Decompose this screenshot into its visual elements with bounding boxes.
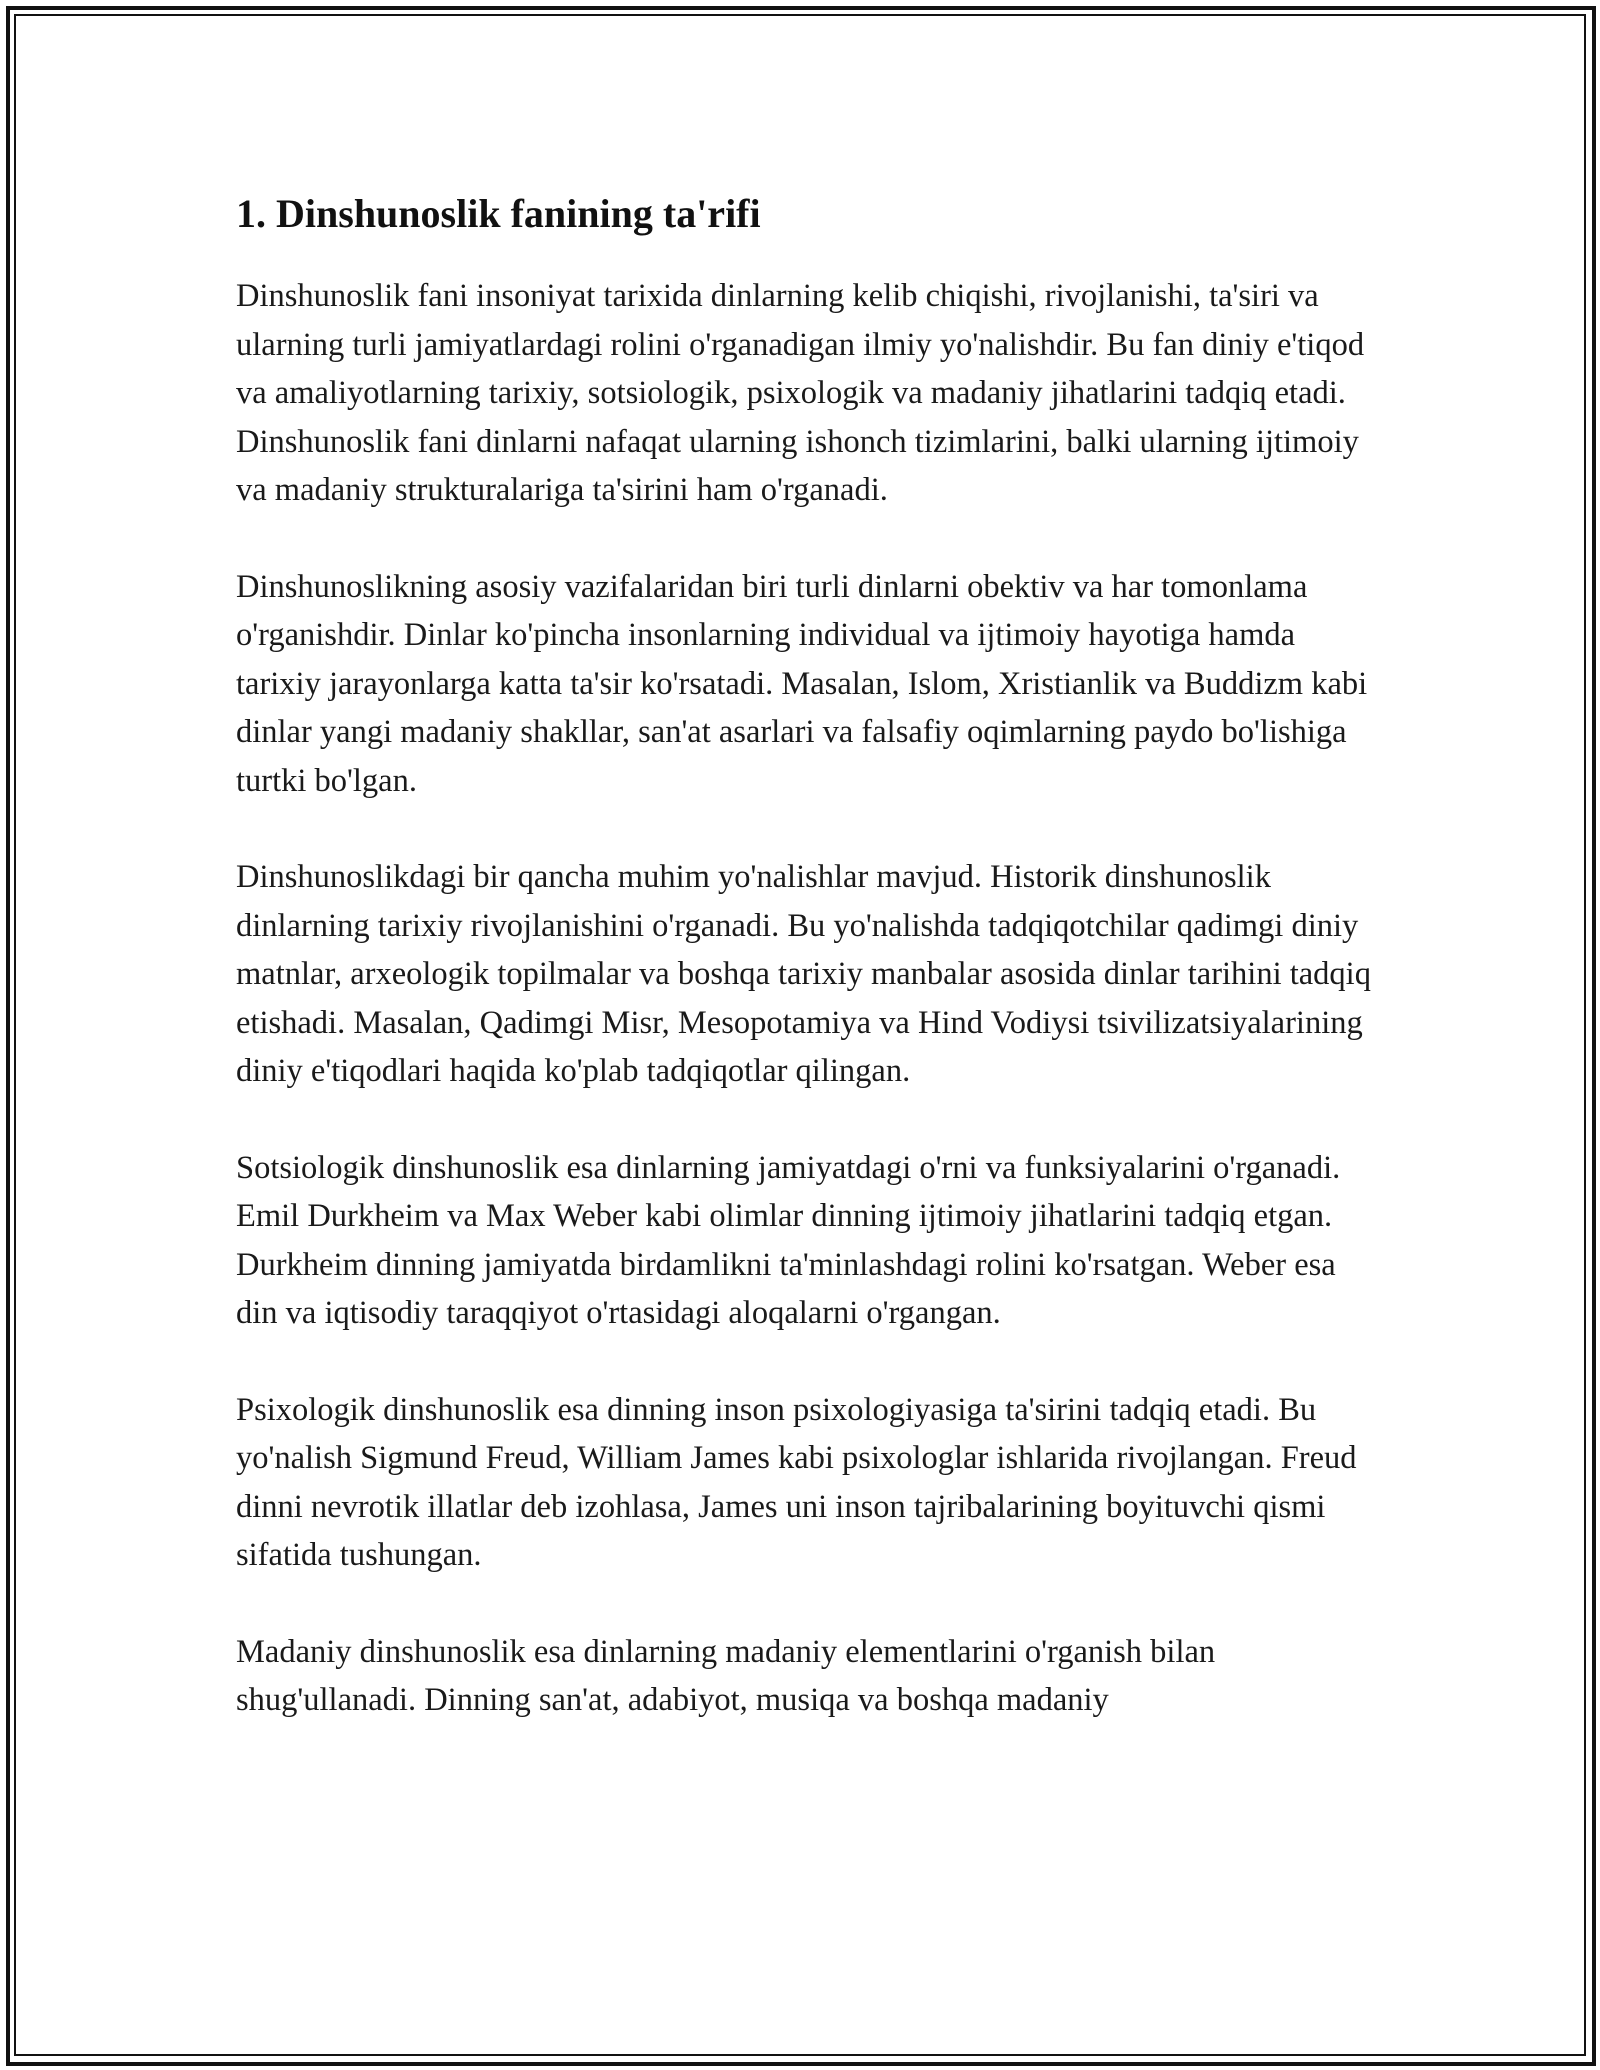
paragraph-psychological-direction: Psixologik dinshunoslik esa dinning inson psixologiyasiga ta'sirini tadqiq etadi. Bu yo'nalish Sigmund Freud, William James kabi psixologlar ishlarida rivojlangan. Freud dinni nevrotik illatlar deb izohlasa, James uni inson tajribalarining boyituvchi qismi sifatida tushungan. (236, 1391, 1357, 1573)
document-body (236, 186, 1384, 1773)
paragraph-sociological-direction: Sotsiologik dinshunoslik esa dinlarning jamiyatdagi o'rni va funksiyalarini o'rganadi. Emil Durkheim va Max Weber kabi olimlar dinning ijtimoiy jihatlarini tadqiq etgan. Durkheim dinning jamiyatda birdamlikni ta'minlashdagi rolini ko'rsatgan. Weber esa din va iqtisodiy taraqqiyot o'rtasidagi aloqalarni o'rgangan. (236, 1149, 1341, 1331)
paragraph-historical-direction: Dinshunoslikdagi bir qancha muhim yo'nalishlar mavjud. Historik dinshunoslik dinlarning tarixiy rivojlanishini o'rganadi. Bu yo'nalishda tadqiqotchilar qadimgi diniy matnlar, arxeologik topilmalar va boshqa tarixiy manbalar asosida dinlar tarihini tadqiq etishadi. Masalan, Qadimgi Misr, Mesopotamiya va Hind Vodiysi tsivilizatsiyalarining diniy e'tiqodlari haqida ko'plab tadqiqotlar qilingan. (236, 859, 1371, 1089)
paragraph-main-tasks: Dinshunoslikning asosiy vazifalaridan biri turli dinlarni obektiv va har tomonlama o'rganishdir. Dinlar ko'pincha insonlarning individual va ijtimoiy hayotiga hamda tarixiy jarayonlarga katta ta'sir ko'rsatadi. Masalan, Islom, Xristianlik va Buddizm kabi dinlar yangi madaniy shakllar, san'at asarlari va falsafiy oqimlarning paydo bo'lishiga turtki bo'lgan. (236, 568, 1368, 799)
section-heading: 1. Dinshunoslik fanining ta'rifi (236, 191, 761, 236)
paragraph-cultural-direction: Madaniy dinshunoslik esa dinlarning madaniy elementlarini o'rganish bilan shug'ullanadi. Dinning san'at, adabiyot, musiqa va boshqa madaniy (236, 1633, 1216, 1718)
paragraph-definition: Dinshunoslik fani insoniyat tarixida dinlarning kelib chiqishi, rivojlanishi, ta'siri va ularning turli jamiyatlardagi rolini o'rganadigan ilmiy yo'nalishdir. Bu fan diniy e'tiqod va amaliyotlarning tarixiy, sotsiologik, psixologik va madaniy jihatlarini tadqiq etadi. Dinshunoslik fani dinlarni nafaqat ularning ishonch tizimlarini, balki ularning ijtimoiy va madaniy strukturalariga ta'sirini ham o'rganadi. (236, 278, 1365, 508)
